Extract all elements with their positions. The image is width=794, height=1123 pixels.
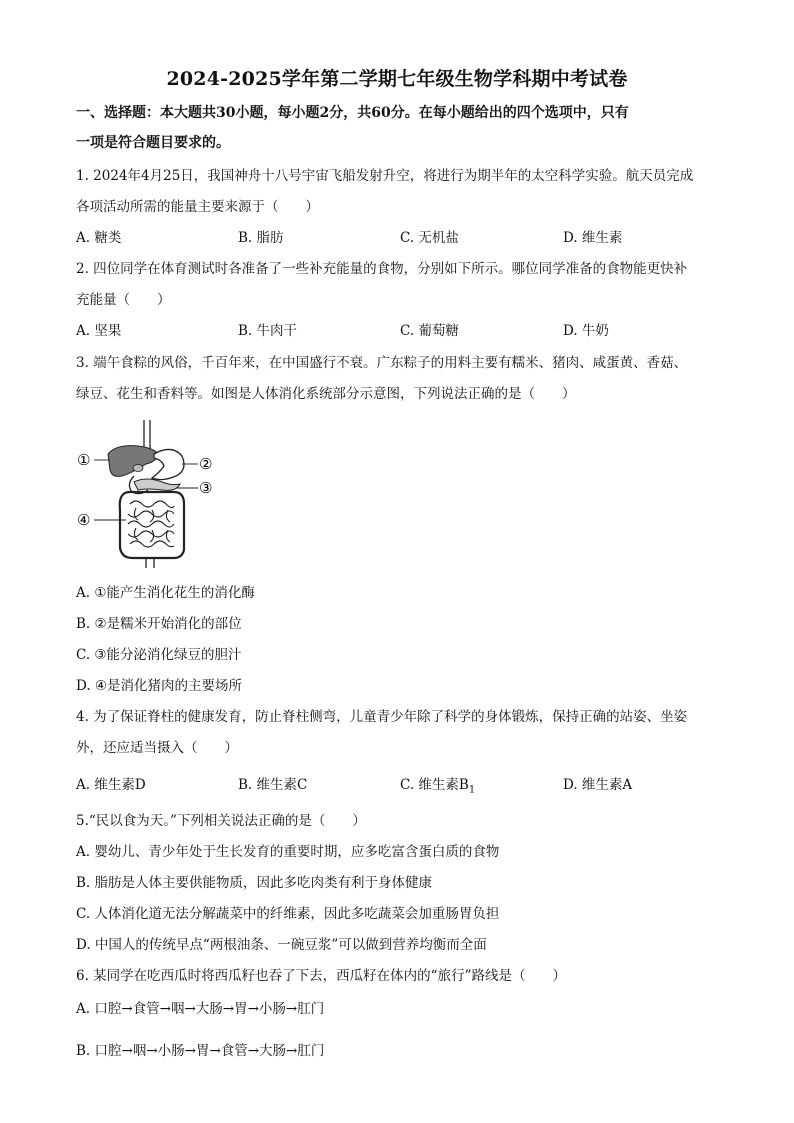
diagram-label-4: ④ [77,511,91,529]
q2-option-a: A. 坚果 [76,323,122,339]
gallbladder-shape [133,465,143,472]
q3-option-b: B. ②是糯米开始消化的部位 [76,616,242,632]
q4-option-c [400,776,475,800]
small-intestine-shape [128,501,174,547]
q2-option-c: C. 葡萄糖 [400,323,459,339]
q4-stem-line1: 4. 为了保证脊柱的健康发育，防止脊柱侧弯，儿童青少年除了科学的身体锻炼，保持正确的站姿、坐姿 [76,709,688,725]
q3-option-d: D. ④是消化猪肉的主要场所 [76,678,243,694]
q3-option-a: A. ①能产生消化花生的消化酶 [76,585,255,601]
q4-option-a: A. 维生素D [76,777,146,793]
q1-option-a: A. 糖类 [76,230,122,246]
q5-option-c: C. 人体消化道无法分解蔬菜中的纤维素，因此多吃蔬菜会加重肠胃负担 [76,906,500,922]
q4-option-b: B. 维生素C [238,777,308,793]
q5-stem: 5.“民以食为天。”下列相关说法正确的是（ ） [76,813,366,829]
q4-option-c-subscript: 1 [468,784,476,796]
diagram-label-2: ② [199,455,213,473]
q2-stem-line1: 2. 四位同学在体育测试时各准备了一些补充能量的食物，分别如下所示。哪位同学准备的食物能更快补 [76,261,688,277]
q1-option-b: B. 脂肪 [238,230,284,246]
diagram-label-3: ③ [199,479,213,497]
exam-title: 2024-2025学年第二学期七年级生物学科期中考试卷 [166,68,628,90]
liver-shape [108,446,158,477]
q3-stem-line1: 3. 端午食粽的风俗，千百年来，在中国盛行不衰。广东粽子的用料主要有糯米、猪肉、咸蛋黄、香菇、 [76,355,688,371]
q1-option-d: D. 维生素 [563,230,623,246]
large-intestine-shape [120,492,184,558]
digestive-system-diagram [76,418,226,568]
q1-option-c: C. 无机盐 [400,230,459,246]
rectum-shape [146,558,154,568]
q5-option-d: D. 中国人的传统早点“两根油条、一碗豆浆”可以做到营养均衡而全面 [76,937,487,953]
q4-option-d: D. 维生素A [563,777,633,793]
pancreas-shape [134,479,180,490]
diagram-label-1: ① [77,451,91,469]
q2-stem-line2: 充能量（ ） [76,292,171,308]
q2-option-d: D. 牛奶 [563,323,609,339]
q6-stem: 6. 某同学在吃西瓜时将西瓜籽也吞了下去，西瓜籽在体内的“旅行”路线是（ ） [76,968,566,984]
q1-stem-line2: 各项活动所需的能量主要来源于（ ） [76,199,319,215]
q5-option-a: A. 婴幼儿、青少年处于生长发育的重要时期，应多吃富含蛋白质的食物 [76,844,500,860]
stomach-shape [152,449,184,479]
q6-option-a: A. 口腔→食管→咽→大肠→胃→小肠→肛门 [76,1001,325,1017]
q3-option-c: C. ③能分泌消化绿豆的胆汁 [76,647,242,663]
q5-option-b: B. 脂肪是人体主要供能物质，因此多吃肉类有利于身体健康 [76,875,433,891]
q4-stem-line2: 外，还应适当摄入（ ） [76,740,238,756]
q1-stem-line1: 1. 2024年4月25日，我国神舟十八号宇宙飞船发射升空，将进行为期半年的太空科学实验。航天员完成 [76,168,694,184]
q4-option-c-text: C. 维生素B [400,777,469,793]
section-heading-line1: 一、选择题：本大题共30小题，每小题2分，共60分。在每小题给出的四个选项中，只有 [76,105,629,121]
q3-stem-line2: 绿豆、花生和香料等。如图是人体消化系统部分示意图，下列说法正确的是（ ） [76,386,576,402]
q2-option-b: B. 牛肉干 [238,323,298,339]
q6-option-b: B. 口腔→咽→小肠→胃→食管→大肠→肛门 [76,1043,325,1059]
section-heading-line2: 一项是符合题目要求的。 [76,135,230,151]
